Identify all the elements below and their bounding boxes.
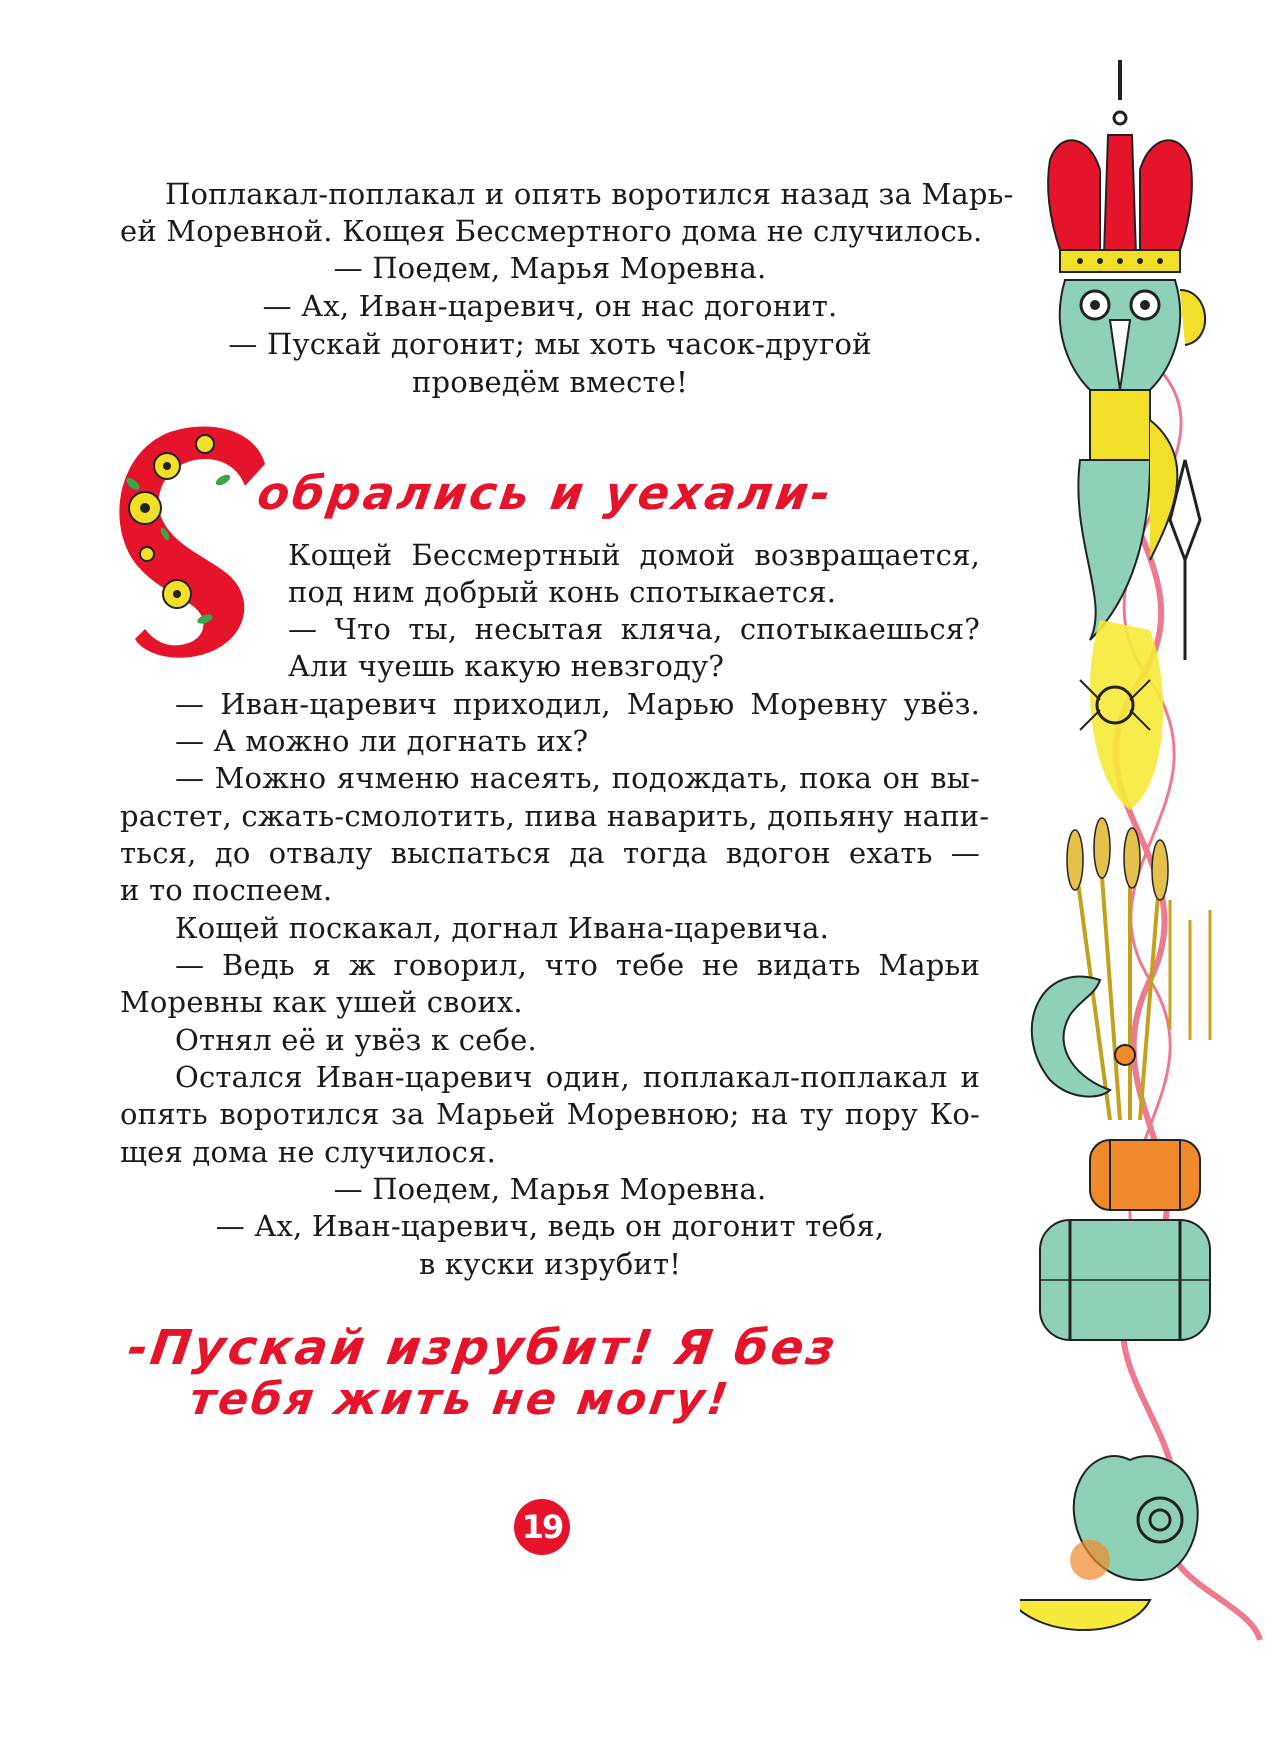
text-line: — Ах, Иван-царевич, ведь он догонит тебя, bbox=[215, 1209, 885, 1243]
text-line: проведём вместе! bbox=[412, 365, 688, 399]
text-line: и то поспеем. bbox=[120, 873, 333, 907]
text-line: щея дома не случилося. bbox=[120, 1135, 496, 1169]
sickle-icon bbox=[1032, 976, 1135, 1096]
text-line: — Что ты, несытая кляча, спотыкаешься? bbox=[288, 612, 980, 646]
text-line: в куски изрубит! bbox=[418, 1247, 682, 1281]
folk-ornament-border bbox=[1020, 40, 1278, 1660]
page-number: 19 bbox=[521, 1508, 563, 1546]
text-line: — Можно ячменю насеять, подождать, пока он вы- bbox=[175, 761, 980, 795]
closing-exclamation-line-2: тебя жить не могу! bbox=[186, 1374, 734, 1425]
text-line: — Пускай догонит; мы хоть часок-другой bbox=[228, 327, 872, 361]
text-line: — Иван-царевич приходил, Марью Моревну увёз. bbox=[175, 687, 980, 721]
closing-exclamation-line-1: -Пускай изрубит! Я без bbox=[124, 1320, 842, 1376]
dropcap-letter-s bbox=[115, 424, 275, 660]
text-line: Кощей поскакал, догнал Ивана-царевича. bbox=[175, 911, 829, 945]
text-line: Отнял её и увёз к себе. bbox=[175, 1023, 537, 1057]
text-line: Али чуешь какую невзгоду? bbox=[288, 649, 725, 683]
text-line: Поплакал-поплакал и опять воротился назад за Марь- bbox=[165, 177, 1014, 211]
koschei-face-icon bbox=[1060, 280, 1205, 640]
text-line: под ним добрый конь спотыкается. bbox=[288, 575, 837, 609]
text-line: — Поедем, Марья Моревна. bbox=[333, 251, 767, 285]
text-line: Моревны как ушей своих. bbox=[120, 985, 523, 1019]
barrel-icon bbox=[1040, 1140, 1210, 1340]
text-line: Кощей Бессмертный домой возвращается, bbox=[288, 538, 980, 572]
crown-icon bbox=[1048, 60, 1192, 272]
text-line: опять воротился за Марьей Моревною; на ту пору Ко- bbox=[120, 1097, 980, 1131]
section-heading: обрались и уехали- bbox=[254, 466, 837, 520]
text-line: — Ах, Иван-царевич, он нас догонит. bbox=[262, 289, 838, 323]
text-line: растет, сжать-смолотить, пива наварить, допьяну напи- bbox=[120, 799, 990, 833]
text-line: ей Моревной. Кощея Бессмертного дома не случилось. bbox=[120, 214, 983, 248]
text-line: — А можно ли догнать их? bbox=[175, 724, 589, 758]
text-line: Остался Иван-царевич один, поплакал-поплакал и bbox=[175, 1060, 980, 1094]
text-line: ться, до отвалу выспаться да тогда вдогон ехать — bbox=[120, 836, 980, 870]
text-line: — Ведь я ж говорил, что тебе не видать Марьи bbox=[175, 948, 980, 982]
text-line: — Поедем, Марья Моревна. bbox=[333, 1172, 767, 1206]
